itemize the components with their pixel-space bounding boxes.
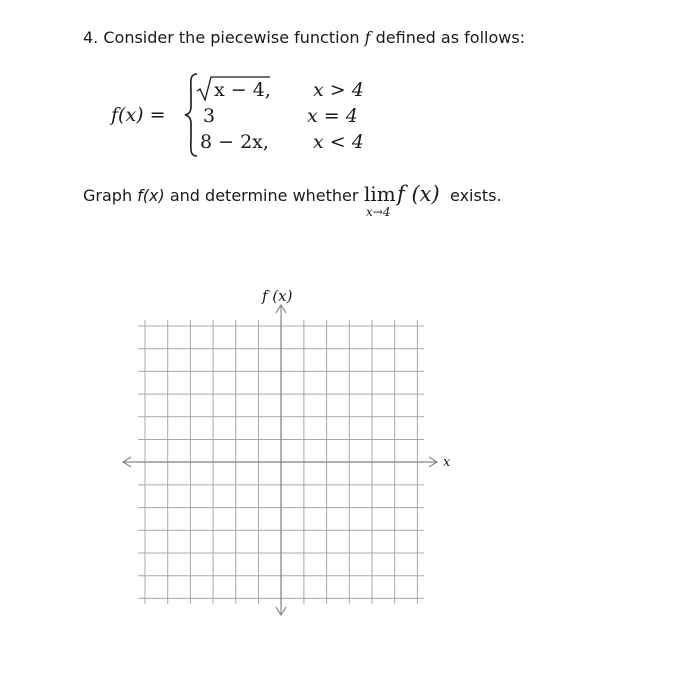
x-axis-label: x xyxy=(443,455,451,470)
case-3-condition: x < 4 xyxy=(313,131,364,153)
question-text-before: Consider the piecewise function xyxy=(103,28,360,47)
question-function-name: f xyxy=(364,28,371,47)
prompt-middle: and determine whether xyxy=(169,186,359,205)
x-axis xyxy=(123,457,437,467)
limit-subscript: x→4 xyxy=(366,205,391,219)
case-2-expression: 3 xyxy=(203,105,216,127)
question-text-after: defined as follows: xyxy=(375,28,526,47)
limit-operator: lim xyxy=(364,182,396,206)
prompt-function: f(x) xyxy=(137,186,165,205)
case-1-expression: x − 4, xyxy=(214,79,271,101)
limit-function: f (x) xyxy=(397,182,440,206)
prompt-end: exists. xyxy=(450,186,502,205)
case-1-condition: x > 4 xyxy=(313,79,364,101)
prompt-graph-word: Graph xyxy=(83,186,133,205)
y-axis xyxy=(276,305,286,615)
case-3-expression: 8 − 2x, xyxy=(200,131,269,153)
definition-lhs: f(x) = xyxy=(111,104,166,126)
case-2-condition: x = 4 xyxy=(307,105,358,127)
y-axis-label: f (x) xyxy=(262,287,293,305)
question-number: 4. xyxy=(83,28,99,47)
